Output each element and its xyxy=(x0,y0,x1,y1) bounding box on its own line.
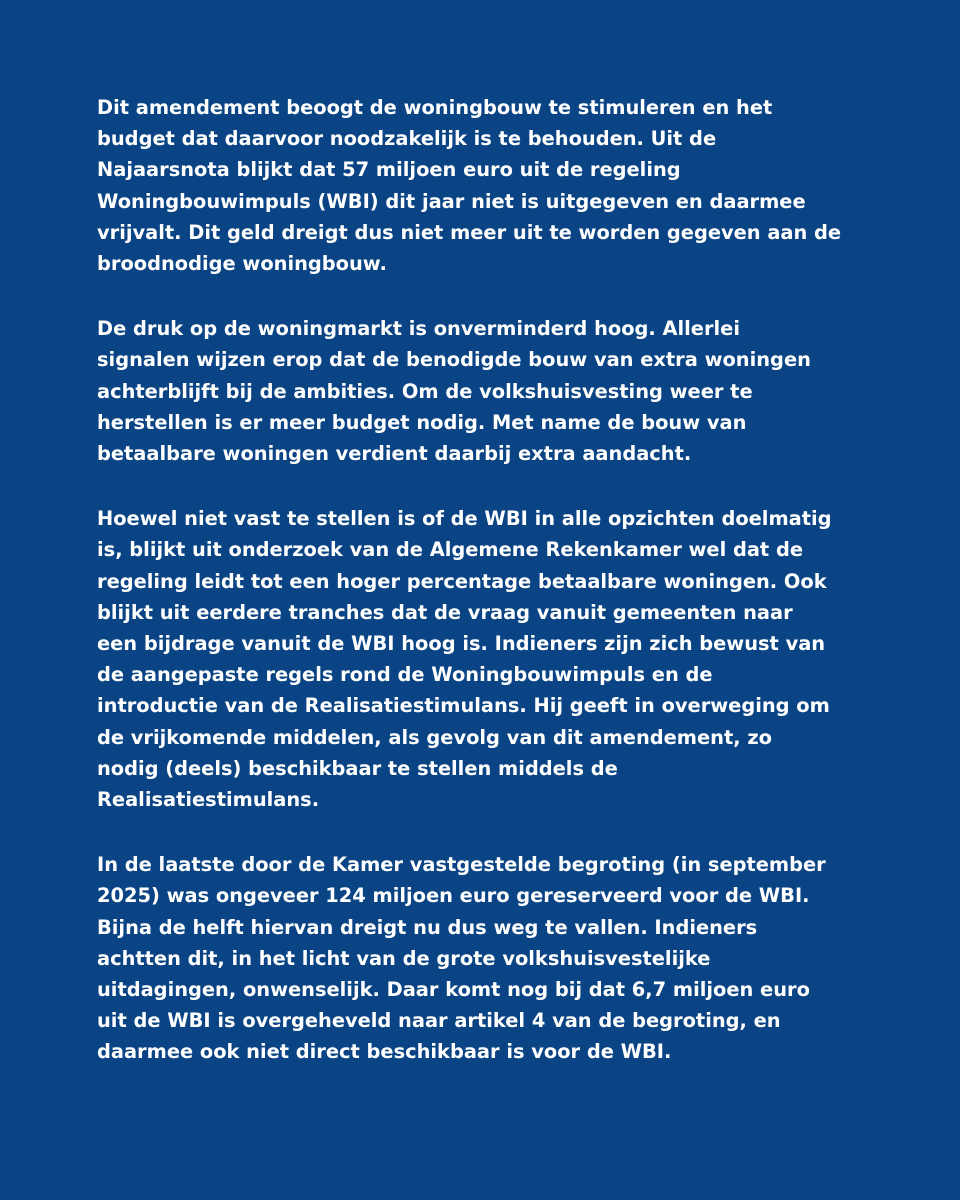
paragraph-1 xyxy=(97,92,842,279)
text-line: signalen wijzen erop dat de benodigde bouw van extra woningen xyxy=(97,348,811,372)
text-line: achterblijft bij de ambities. Om de volkshuisvesting weer te xyxy=(97,379,753,403)
text-line: Hoewel niet vast te stellen is of de WBI in alle opzichten doelmatig xyxy=(97,507,832,531)
text-line: is, blijkt uit onderzoek van de Algemene Rekenkamer wel dat de xyxy=(97,538,803,562)
text-line: Dit amendement beoogt de woningbouw te stimuleren en het xyxy=(97,96,773,119)
text-line: de aangepaste regels rond de Woningbouwimpuls en de xyxy=(97,663,713,687)
text-line: In de laatste door de Kamer vastgestelde begroting (in september xyxy=(97,853,826,877)
text-line: introductie van de Realisatiestimulans. Hij geeft in overweging om xyxy=(97,694,830,718)
text-line: uitdagingen, onwenselijk. Daar komt nog bij dat 6,7 miljoen euro xyxy=(97,978,810,1002)
text-line: vrijvalt. Dit geld dreigt dus niet meer uit te worden gegeven aan de xyxy=(97,220,842,244)
text-line: uit de WBI is overgeheveld naar artikel 4 van de begroting, en xyxy=(97,1009,781,1033)
text-line: Najaarsnota blijkt dat 57 miljoen euro uit de regeling xyxy=(97,158,681,182)
text-line: broodnodige woningbouw. xyxy=(97,252,387,276)
text-line: een bijdrage vanuit de WBI hoog is. Indieners zijn zich bewust van xyxy=(97,632,826,656)
paragraph-3 xyxy=(97,503,842,815)
paragraph-2 xyxy=(97,313,842,469)
text-line: Realisatiestimulans. xyxy=(97,788,320,812)
text-line: herstellen is er meer budget nodig. Met name de bouw van xyxy=(97,410,747,434)
text-line: regeling leidt tot een hoger percentage betaalbare woningen. Ook xyxy=(97,569,827,593)
text-line: blijkt uit eerdere tranches dat de vraag vanuit gemeenten naar xyxy=(97,600,793,624)
text-line: daarmee ook niet direct beschikbaar is voor de WBI. xyxy=(97,1040,672,1064)
text-line: achtten dit, in het licht van de grote volkshuisvestelijke xyxy=(97,946,711,970)
text-line: Woningbouwimpuls (WBI) dit jaar niet is uitgegeven en daarmee xyxy=(97,189,806,213)
paragraph-4 xyxy=(97,849,842,1067)
document-body xyxy=(97,92,842,1068)
text-line: Bijna de helft hiervan dreigt nu dus weg te vallen. Indieners xyxy=(97,915,758,939)
text-line: 2025) was ongeveer 124 miljoen euro gereserveerd voor de WBI. xyxy=(97,884,810,908)
text-line: budget dat daarvoor noodzakelijk is te behouden. Uit de xyxy=(97,127,717,151)
text-line: betaalbare woningen verdient daarbij extra aandacht. xyxy=(97,442,692,466)
text-line: nodig (deels) beschikbaar te stellen middels de xyxy=(97,756,618,780)
text-line: De druk op de woningmarkt is onverminderd hoog. Allerlei xyxy=(97,317,740,341)
text-line: de vrijkomende middelen, als gevolg van dit amendement, zo xyxy=(97,725,772,749)
